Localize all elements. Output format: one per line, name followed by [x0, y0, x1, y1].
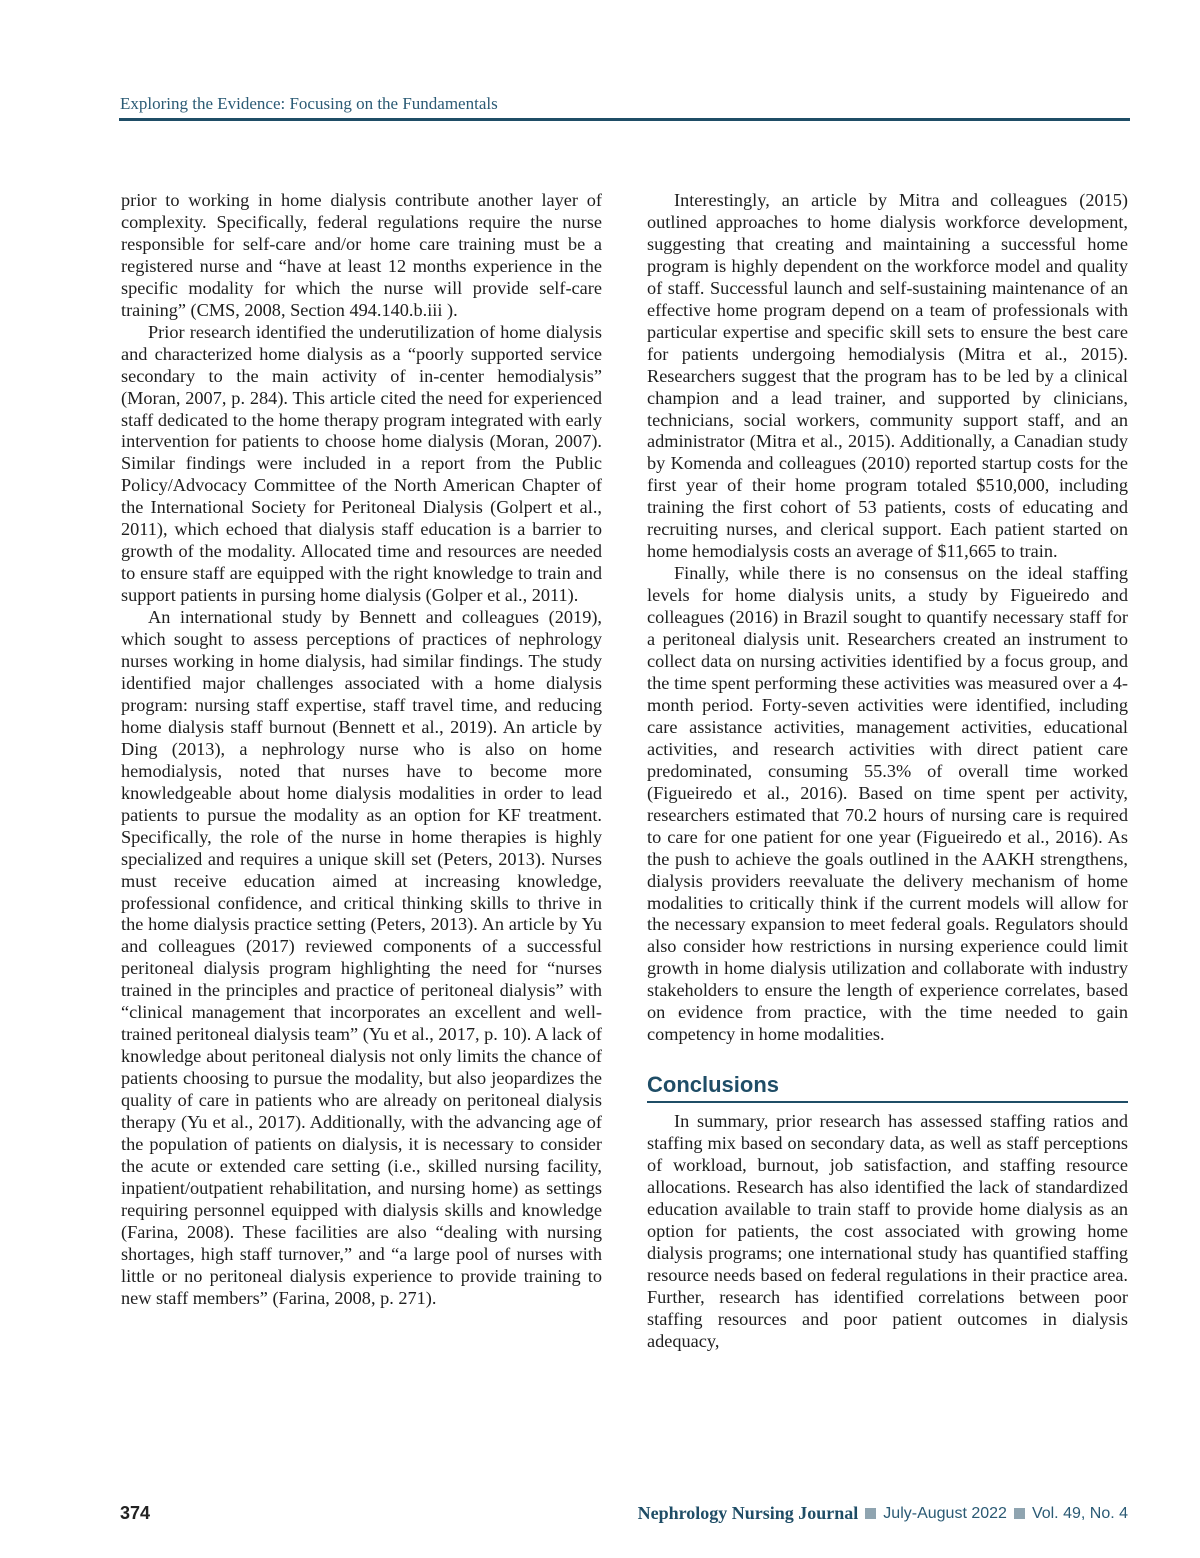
header-rule — [119, 118, 1130, 121]
journal-name: Nephrology Nursing Journal — [637, 1503, 859, 1523]
running-head-title: Exploring the Evidence: Focusing on the Fundamentals — [120, 94, 498, 113]
right-paragraph-3: In summary, prior research has assessed staffing ratios and staffing mix based on secondary data, as well as staff perceptions of workload, burnout, job satisfaction, and staffing resource allocations. Research has also identified the lack of standardized education available to train staff to provide home dialysis as an option for patients, the cost associated with growing home dialysis programs; one international study has quantified staffing resource needs based on federal regulations in their practice area. Further, research has identified correlations between poor staffing resources and poor patient outcomes in dialysis adequacy, — [647, 1111, 1128, 1351]
issue-date: July-August 2022 — [883, 1504, 1007, 1522]
page-number: 374 — [120, 1503, 151, 1523]
right-paragraph-2: Finally, while there is no consensus on the ideal staffing levels for home dialysis units, a study by Figueiredo and colleagues (2016) in Brazil sought to quantify necessary staff for a peritoneal dialysis unit. Researchers created an instrument to collect data on nursing activities identified by a focus group, and the time spent performing these activities was measured over a 4-month period. Forty-seven activities were identified, including care assistance activities, management activities, educational activities, and research activities with direct patient care predominated, consuming 55.3% of overall time worked (Figueiredo et al., 2016). Based on time spent per activity, researchers estimated that 70.2 hours of nursing care is required to care for one patient for one year (Figueiredo et al., 2016). As the push to achieve the goals outlined in the AAKH strengthens, dialysis providers reevaluate the delivery mechanism of home modalities to critically think if the current models will allow for the necessary expansion to meet federal goals. Regulators should also consider how restrictions in nursing experience could limit growth in home dialysis utilization and collaborate with industry stakeholders to ensure the length of experience correlates, based on evidence from practice, with the time needed to gain competency in home modalities. — [647, 563, 1128, 1045]
left-paragraph-3: An international study by Bennett and colleagues (2019), which sought to assess perceptions of practices of nephrology nurses working in home dialysis, had similar findings. The study identified major challenges associated with a home dialysis program: nursing staff expertise, staff travel time, and reducing home dialysis staff burnout (Bennett et al., 2019). An article by Ding (2013), a nephrology nurse who is also on home hemodialysis, noted that nurses have to become more knowledgeable about home dialysis modalities in order to lead patients to pursue the modality as an option for KF treatment. Specifically, the role of the nurse in home therapies is highly specialized and requires a unique skill set (Peters, 2013). Nurses must receive education aimed at increasing knowledge, professional confidence, and critical thinking skills to thrive in the home dialysis practice setting (Peters, 2013). An article by Yu and colleagues (2017) reviewed components of a successful peritoneal dialysis program highlighting the need for “nurses trained in the principles and practice of peritoneal dialysis” with “clinical management that incorporates an excellent and well-trained peritoneal dialysis team” (Yu et al., 2017, p. 10). A lack of knowledge about peritoneal dialysis not only limits the chance of patients choosing to pursue the modality, but also jeopardizes the quality of care in patients who are already on peritoneal dialysis therapy (Yu et al., 2017). Additionally, with the advancing age of the population of patients on dialysis, it is necessary to consider the acute or extended care setting (i.e., skilled nursing facility, inpatient/outpatient rehabilitation, and nursing home) as settings requiring personnel equipped with dialysis skills and knowledge (Farina, 2008). These facilities are also “dealing with nursing shortages, high staff turnover,” and “a large pool of nurses with little or no peritoneal dialysis experience to provide training to new staff members” (Farina, 2008, p. 271). — [121, 607, 602, 1308]
conclusions-body — [647, 1111, 1128, 1352]
separator-square-icon — [1014, 1508, 1025, 1519]
footer-citation — [638, 1503, 1128, 1524]
right-paragraph-1: Interestingly, an article by Mitra and colleagues (2015) outlined approaches to home dialysis workforce development, suggesting that creating and maintaining a successful home program is highly dependent on the workforce model and quality of staff. Successful launch and self-sustaining maintenance of an effective home program depend on a team of professionals with particular expertise and specific skill sets to ensure the best care for patients undergoing hemodialysis (Mitra et al., 2015). Researchers suggest that the program has to be led by a clinical champion and a lead trainer, and supported by clinicians, technicians, social workers, community support staff, and an administrator (Mitra et al., 2015). Additionally, a Canadian study by Komenda and colleagues (2010) reported startup costs for the first year of their home program totaled $510,000, including training the first cohort of 53 patients, costs of educating and recruiting nurses, and clerical support. Each patient started on home hemodialysis costs an average of $11,665 to train. — [647, 190, 1128, 562]
left-column — [121, 190, 602, 1310]
volume-number: Vol. 49, No. 4 — [1031, 1504, 1128, 1522]
left-paragraph-1: prior to working in home dialysis contribute another layer of complexity. Specifically, federal regulations require the nurse responsible for self-care and/or home care training must be a registered nurse and “have at least 12 months experience in the specific modality for which the nurse will provide self-care training” (CMS, 2008, Section 494.140.b.iii ). — [121, 190, 602, 320]
right-column — [647, 190, 1128, 1353]
separator-square-icon — [865, 1508, 876, 1519]
left-paragraph-2: Prior research identified the underutilization of home dialysis and characterized home dialysis as a “poorly supported service secondary to the main activity of in-center hemodialysis” (Moran, 2007, p. 284). This article cited the need for experienced staff dedicated to the home therapy program integrated with early intervention for patients to choose home dialysis (Moran, 2007). Similar findings were included in a report from the Public Policy/Advocacy Committee of the North American Chapter of the International Society for Peritoneal Dialysis (Golpert et al., 2011), which echoed that dialysis staff education is a barrier to growth of the modality. Allocated time and resources are needed to ensure staff are equipped with the right knowledge to train and support patients in pursing home dialysis (Golper et al., 2011). — [121, 321, 602, 606]
conclusions-heading: Conclusions — [647, 1072, 1128, 1103]
